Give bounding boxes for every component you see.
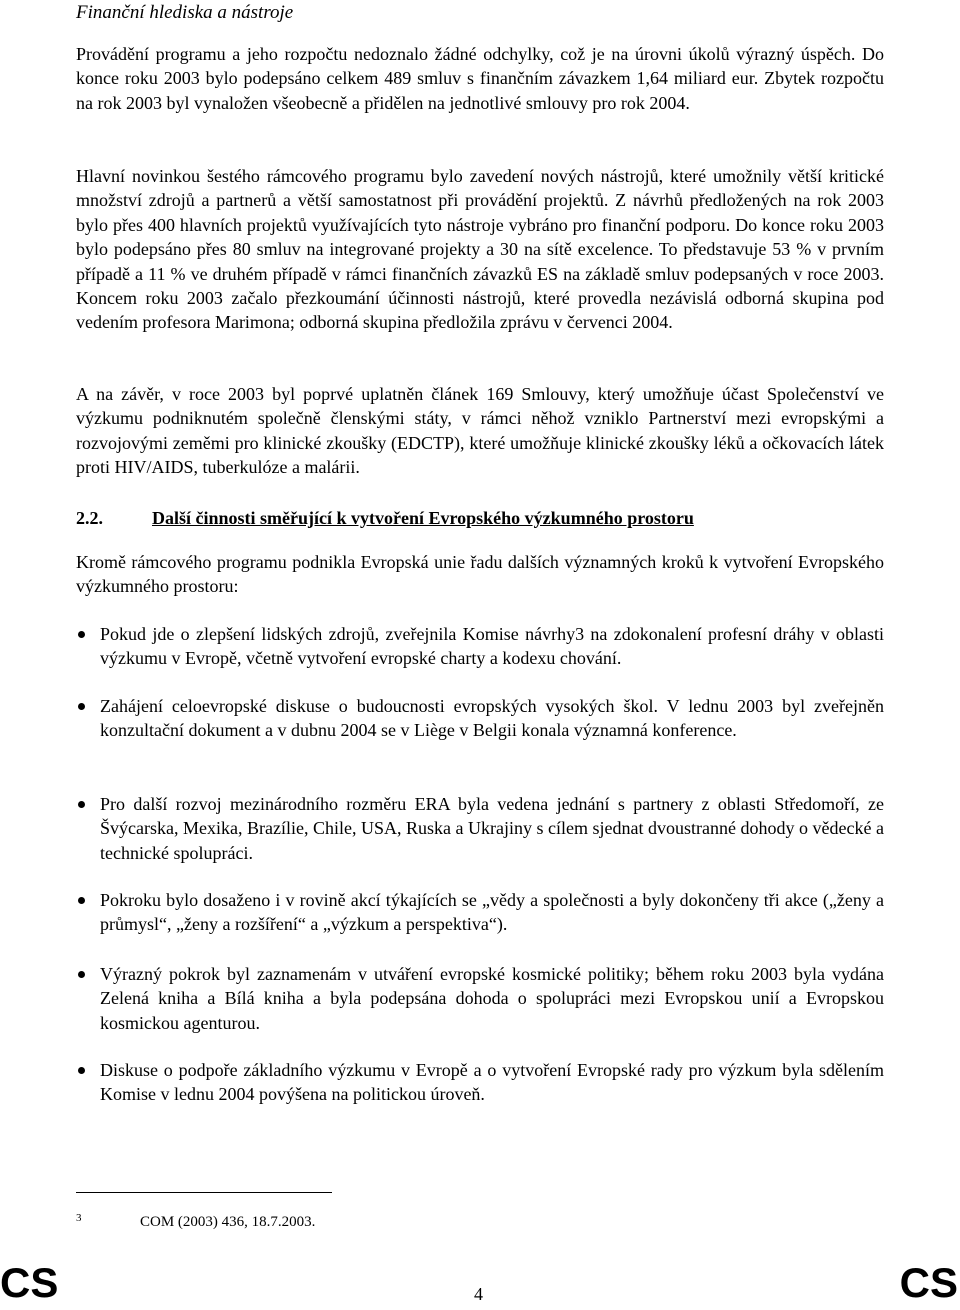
section-heading: Finanční hlediska a nástroje (76, 2, 294, 23)
bullet-icon (78, 1067, 85, 1074)
footer-language-code-left: CS (0, 1259, 59, 1306)
paragraph-2: Hlavní novinkou šestého rámcového programu bylo zavedení nových nástrojů, které umožnily větší kritické množství zdrojů a partnerů a větší samostatnost při provádění projektů. Z návrhů předložených na rok 2003 bylo přes 400 hlavních projektů využívajících tyto nástroje vybráno pro finanční podporu. Do konce roku 2003 bylo podepsáno přes 80 smluv na integrované projekty a 30 na sítě excelence. To představuje 53 % v prvním případě a 11 % ve druhém případě v rámci finančních závazků ES na základě smluv podepsaných v roce 2003. Koncem roku 2003 začalo přezkoumání účinnosti nástrojů, které provedla nezávislá odborná skupina pod vedením profesora Marimona; odborná skupina předložila zprávu v červenci 2004. (76, 166, 884, 333)
bullet-item-1 (76, 622, 884, 671)
bullet-item-4 (76, 888, 884, 937)
subsection-heading (76, 506, 884, 530)
paragraph-3: A na závěr, v roce 2003 byl poprvé uplatněn článek 169 Smlouvy, který umožňuje účast Společenství ve výzkumu podniknutém společně členskými státy, v rámci něhož vzniklo Partnerství mezi evropskými a rozvojovými zeměmi pro klinické zkoušky (EDCTP), které umožňuje klinické zkoušky léků a očkovacích látek proti HIV/AIDS, tuberkulóze a malárii. (76, 384, 884, 478)
bullet-item-3 (76, 792, 884, 865)
bullet-icon (78, 703, 85, 710)
bullet-item-5 (76, 962, 884, 1035)
bullet-text: Pro další rozvoj mezinárodního rozměru ERA byla vedena jednání s partnery z oblasti Středomoří, ze Švýcarska, Mexika, Brazílie, Chile, USA, Ruska a Ukrajiny s cílem sjednat dvoustranné dohody o vědecké a technické spolupráci. (100, 794, 884, 863)
bullet-icon (78, 971, 85, 978)
footnote-mark: 3 (76, 1212, 82, 1224)
bullet-text: Diskuse o podpoře základního výzkumu v Evropě a o vytvoření Evropské rady pro výzkum byla sdělením Komise v lednu 2004 povýšena na politickou úroveň. (100, 1060, 884, 1105)
subsection-intro: Kromě rámcového programu podnikla Evropská unie řadu dalších významných kroků k vytvoření Evropského výzkumného prostoru: (76, 552, 884, 597)
bullet-text: Pokroku bylo dosaženo i v rovině akcí týkajících se „vědy a společnosti a byly dokončeny tři akce („ženy a průmysl“, „ženy a rozšíření“ a „výzkum a perspektiva“). (100, 890, 884, 935)
bullet-item-6 (76, 1058, 884, 1107)
bullet-icon (78, 631, 85, 638)
bullet-icon (78, 801, 85, 808)
bullet-text: Pokud jde o zlepšení lidských zdrojů, zveřejnila Komise návrhy3 na zdokonalení profesní dráhy v oblasti výzkumu v Evropě, včetně vytvoření evropské charty a kodexu chování. (100, 624, 884, 669)
page-number: 4 (474, 1284, 483, 1304)
footer-language-code-right: CS (899, 1259, 958, 1306)
subsection-number: 2.2. (76, 508, 103, 528)
bullet-text: Výrazný pokrok byl zaznamenám v utváření evropské kosmické politiky; během roku 2003 byla vydána Zelená kniha a Bílá kniha a byla podepsána dohoda o spolupráci mezi Evropskou unií a Evropskou kosmickou agenturou. (100, 964, 884, 1033)
bullet-item-2 (76, 694, 884, 743)
footnote-text: COM (2003) 436, 18.7.2003. (140, 1214, 316, 1230)
paragraph-1: Provádění programu a jeho rozpočtu nedoznalo žádné odchylky, což je na úrovni úkolů výrazný úspěch. Do konce roku 2003 bylo podepsáno celkem 489 smluv s finančním závazkem 1,64 miliard eur. Zbytek rozpočtu na rok 2003 byl vynaložen všeobecně a přidělen na jednotlivé smlouvy pro rok 2004. (76, 44, 884, 113)
subsection-title: Další činnosti směřující k vytvoření Evropského výzkumného prostoru (152, 508, 694, 528)
bullet-text: Zahájení celoevropské diskuse o budoucnosti evropských vysokých škol. V lednu 2003 byl zveřejněn konzultační dokument a v dubnu 2004 se v Liège v Belgii konala významná konference. (100, 696, 884, 741)
footnote-divider (76, 1192, 332, 1193)
bullet-icon (78, 897, 85, 904)
